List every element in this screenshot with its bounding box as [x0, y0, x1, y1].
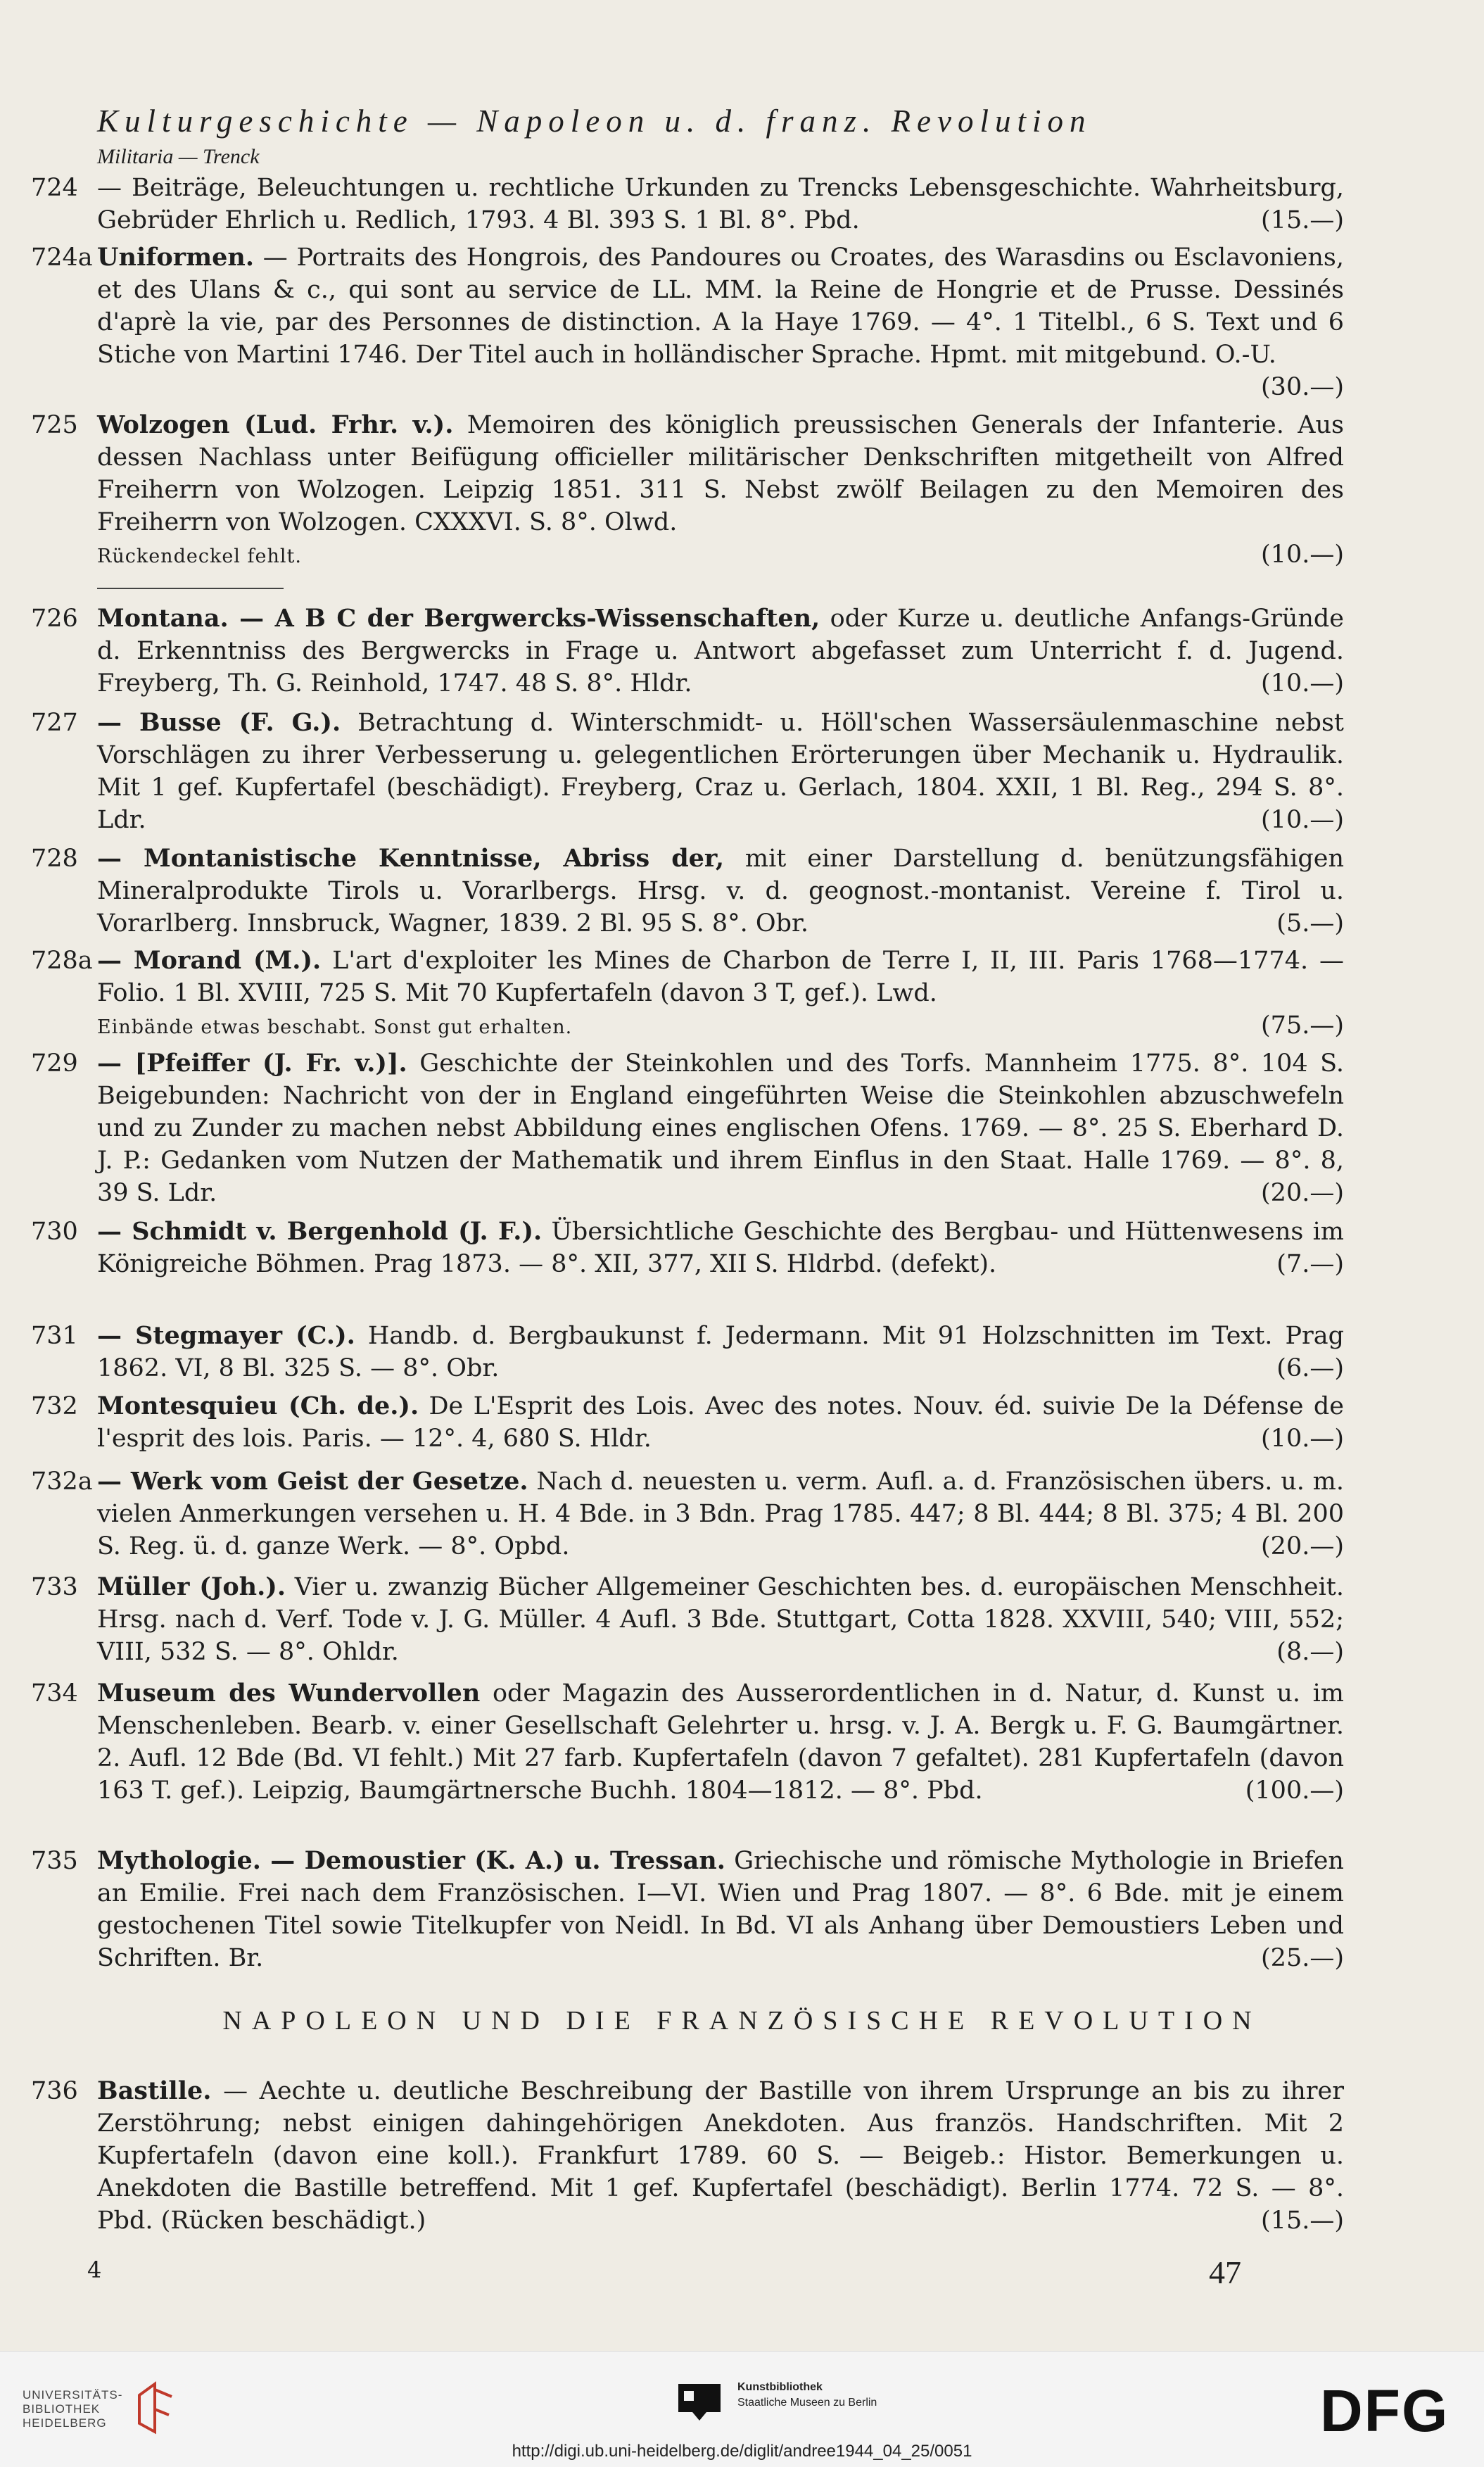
- entry-text: oder Magazin des Ausserordentlichen in d. Natur, d. Kunst u. im Menschenleben. Bearb. v. einer Gesellschaft Gelehrter u. hrsg. v. J. A. Bergk u. F. G. Baumgärtner. 2. Aufl. 12 Bde (Bd. VI fehlt.) Mit 27 farb. Kupfertafeln (davon 7 gefaltet). 281 Kupfertafeln (davon 163 T. gef.). Leipzig, Baumgärtnersche Buchh. 1804—1812. — 8°. Pbd.: [97, 1679, 1344, 1805]
- catalog-entry: [31, 1320, 1344, 1384]
- entry-number: 724a: [31, 244, 93, 272]
- catalog-entry: [31, 707, 1344, 836]
- entry-number: 726: [31, 605, 78, 633]
- catalog-entry: [31, 1571, 1344, 1668]
- source-url-link[interactable]: http://digi.ub.uni-heidelberg.de/diglit/andree1944_04_25/0051: [512, 2442, 972, 2461]
- entry-text: — Aechte u. deutliche Beschreibung der Bastille von ihrem Ursprunge an bis zu ihrer Zerstöhrung; nebst einigen dahingehörigen Anekdoten. Aus französ. Handschriften. Mit 2 Kupfertafeln (davon eine koll.). Frankfurt 1789. 60 S. — Beigeb.: Histor. Bemerkungen u. Anekdoten die Bastille betreffend. Mit 1 gef. Kupfertafel (beschädigt). Berlin 1774. 72 S. — 8°. Pbd. (Rücken beschädigt.): [97, 2077, 1344, 2235]
- catalog-entry: [31, 843, 1344, 940]
- catalog-entry: [31, 241, 1344, 403]
- entry-heading: — Werk vom Geist der Gesetze.: [97, 1467, 528, 1496]
- entry-heading: Müller (Joh.).: [97, 1572, 286, 1601]
- catalog-entry: [31, 2075, 1344, 2237]
- entry-price: (15.—): [1261, 206, 1344, 234]
- entry-text: Vier u. zwanzig Bücher Allgemeiner Geschichten bes. d. europäischen Menschheit. Hrsg. nach d. Verf. Tode v. J. G. Müller. 4 Aufl. 3 Bde. Stuttgart, Cotta 1828. XXVIII, 540; VIII, 552; VIII, 532 S. — 8°. Ohldr.: [97, 1573, 1344, 1666]
- entry-text: Geschichte der Steinkohlen und des Torfs. Mannheim 1775. 8°. 104 S. Beigebunden: Nachricht von der in England eingeführten Weise die Steinkohlen abzuschwefeln und zu Zunder zu machen nebst Abbildung eines englischen Ofens. 1769. — 8°. 25 S. Eberhard D. J. P.: Gedanken vom Nutzen der Mathematik und ihrem Einflus in den Staat. Halle 1769. — 8°. 8, 39 S. Ldr.: [97, 1049, 1344, 1207]
- running-header: Kulturgeschichte — Napoleon u. d. franz. Revolution: [97, 103, 1092, 139]
- entry-price: (8.—): [1276, 1638, 1344, 1666]
- entry-price: (10.—): [1261, 541, 1344, 569]
- catalog-entry: [31, 1677, 1344, 1807]
- entry-heading: — Morand (M.).: [97, 946, 322, 975]
- entry-number: 731: [31, 1322, 78, 1350]
- entry-number: 736: [31, 2077, 78, 2105]
- entry-text: Übersichtliche Geschichte des Bergbau- und Hüttenwesens im Königreiche Böhmen. Prag 1873. — 8°. XII, 377, XII S. Hldrbd. (defekt).: [97, 1218, 1344, 1278]
- entry-price: (25.—): [1261, 1944, 1344, 1972]
- entry-number: 728: [31, 845, 78, 873]
- entry-text: — Portraits des Hongrois, des Pandoures ou Croates, des Warasdins ou Esclavoniens, et des Ulans & c., qui sont au service de LL. MM. la Reine de Hongrie et de Prusse. Dessinés d'aprè la vie, par des Personnes de distinction. A la Haye 1769. — 4°. 1 Titelbl., 6 S. Text und 6 Stiche von Martini 1746. Der Titel auch in holländischer Sprache. Hpmt. mit mitgebund. O.-U.: [97, 244, 1344, 369]
- entry-text: mit einer Darstellung d. benützungsfähigen Mineralprodukte Tirols u. Vorarlbergs. Hrsg. v. d. geognost.-montanist. Vereine f. Tirol u. Vorarlberg. Innsbruck, Wagner, 1839. 2 Bl. 95 S. 8°. Obr.: [97, 845, 1345, 938]
- entry-text: oder Kurze u. deutliche Anfangs-Gründe d. Erkenntniss des Bergwercks in Frage u. Antwort abgefasset zum Unterricht f. d. Jugend. Freyberg, Th. G. Reinhold, 1747. 48 S. 8°. Hldr.: [97, 605, 1344, 698]
- entry-text: — Beiträge, Beleuchtungen u. rechtliche Urkunden zu Trencks Lebensgeschichte. Wahrheitsburg, Gebrüder Ehrlich u. Redlich, 1793. 4 Bl. 393 S. 1 Bl. 8°. Pbd.: [97, 174, 1344, 234]
- entry-number: 734: [31, 1679, 78, 1708]
- signature-mark: 4: [87, 2257, 102, 2283]
- entry-price: (10.—): [1261, 806, 1344, 834]
- catalog-entry: [31, 1047, 1344, 1209]
- catalog-entry: [31, 945, 1344, 1044]
- section-divider: [97, 588, 284, 589]
- entry-heading: — Busse (F. G.).: [97, 708, 341, 737]
- entry-number: 733: [31, 1573, 78, 1601]
- entry-number: 727: [31, 709, 78, 737]
- entry-price: (5.—): [1276, 909, 1344, 938]
- catalog-entry: [31, 1465, 1344, 1563]
- university-library-label[interactable]: UNIVERSITÄTS- BIBLIOTHEK HEIDELBERG: [23, 2388, 123, 2430]
- entry-price: (20.—): [1261, 1179, 1344, 1207]
- entry-number: 732a: [31, 1468, 93, 1496]
- catalog-entry: [31, 172, 1344, 236]
- entry-text: Betrachtung d. Winterschmidt- u. Höll'schen Wassersäulenmaschine nebst Vorschlägen zu ihrer Verbesserung u. gelegentlichen Erörterungen über Mechanik u. Hydraulik. Mit 1 gef. Kupfertafel (beschädigt). Freyberg, Craz u. Gerlach, 1804. XXII, 1 Bl. Reg., 294 S. 8°. Ldr.: [97, 709, 1344, 834]
- kunstbibliothek-label[interactable]: Kunstbibliothek Staatliche Museen zu Berlin: [737, 2381, 877, 2409]
- entry-heading: Montesquieu (Ch. de.).: [97, 1392, 419, 1420]
- entry-heading: Museum des Wundervollen: [97, 1679, 481, 1708]
- entry-note: Rückendeckel fehlt.: [97, 545, 302, 567]
- catalog-entry: [31, 602, 1344, 700]
- digitization-footer-bar: [0, 2351, 1484, 2467]
- catalog-entry: [31, 1845, 1344, 1974]
- entry-price: (15.—): [1261, 2207, 1344, 2235]
- kunstbibliothek-logo-icon[interactable]: [678, 2384, 721, 2421]
- entry-heading: Uniformen.: [97, 243, 255, 272]
- entry-heading: — [Pfeiffer (J. Fr. v.)].: [97, 1049, 407, 1078]
- entry-number: 728a: [31, 947, 93, 975]
- page-number: 47: [1209, 2254, 1241, 2290]
- entry-heading: — Stegmayer (C.).: [97, 1321, 355, 1350]
- entry-note: Einbände etwas beschabt. Sonst gut erhalten.: [97, 1016, 573, 1038]
- entry-heading: Mythologie. — Demoustier (K. A.) u. Tressan.: [97, 1846, 725, 1875]
- entry-heading: Bastille.: [97, 2076, 212, 2105]
- entry-number: 725: [31, 411, 78, 439]
- entry-text: Griechische und römische Mythologie in Briefen an Emilie. Frei nach dem Französischen. I—VI. Wien und Prag 1807. — 8°. 6 Bde. mit je einem gestochenen Titel sowie Titelkupfer von Neidl. In Bd. VI als Anhang über Demoustiers Leben und Schriften. Br.: [97, 1847, 1344, 1972]
- entry-price: (10.—): [1261, 1425, 1344, 1453]
- entry-number: 729: [31, 1049, 78, 1078]
- entry-price: (100.—): [1245, 1777, 1344, 1805]
- catalog-entry: [31, 409, 1344, 573]
- entry-heading: Wolzogen (Lud. Frhr. v.).: [97, 410, 454, 439]
- entry-price: (7.—): [1276, 1250, 1344, 1278]
- entry-number: 732: [31, 1392, 78, 1420]
- entry-heading: Montana. — A B C der Bergwercks-Wissenschaften,: [97, 604, 820, 633]
- university-logo-icon[interactable]: [134, 2381, 177, 2435]
- running-subheader: Militaria — Trenck: [97, 145, 260, 168]
- entry-price: (30.—): [1261, 373, 1344, 401]
- entry-text: Nach d. neuesten u. verm. Aufl. a. d. Französischen übers. u. m. vielen Anmerkungen versehen u. H. 4 Bde. in 3 Bdn. Prag 1785. 447; 8 Bl. 444; 8 Bl. 375; 4 Bl. 200 S. Reg. ü. d. ganze Werk. — 8°. Opbd.: [97, 1468, 1344, 1560]
- catalog-entry: [31, 1216, 1344, 1280]
- entry-heading: — Montanistische Kenntnisse, Abriss der,: [97, 844, 725, 873]
- entry-number: 724: [31, 174, 78, 202]
- entry-price: (10.—): [1261, 669, 1344, 698]
- entry-text: Memoiren des königlich preussischen Generals der Infanterie. Aus dessen Nachlass unter Beifügung officieller militärischer Denkschriften mitgetheilt von Alfred Freiherrn von Wolzogen. Leipzig 1851. 311 S. Nebst zwölf Beilagen zu den Memoiren des Freiherrn von Wolzogen. CXXXVI. S. 8°. Olwd.: [97, 411, 1344, 536]
- section-heading: NAPOLEON UND DIE FRANZÖSISCHE REVOLUTION: [222, 2006, 1262, 2036]
- entry-price: (6.—): [1276, 1354, 1344, 1382]
- entry-heading: — Schmidt v. Bergenhold (J. F.).: [97, 1217, 543, 1246]
- entry-number: 735: [31, 1847, 78, 1875]
- entry-number: 730: [31, 1218, 78, 1246]
- dfg-logo[interactable]: DFG: [1320, 2378, 1450, 2444]
- entry-price: (75.—): [1261, 1011, 1344, 1040]
- entry-text: L'art d'exploiter les Mines de Charbon de Terre I, II, III. Paris 1768—1774. — Folio. 1 Bl. XVIII, 725 S. Mit 70 Kupfertafeln (davon 3 T, gef.). Lwd.: [97, 947, 1344, 1007]
- entry-text: Handb. d. Bergbaukunst f. Jedermann. Mit 91 Holzschnitten im Text. Prag 1862. VI, 8 Bl. 325 S. — 8°. Obr.: [97, 1322, 1344, 1382]
- entry-text: De L'Esprit des Lois. Avec des notes. Nouv. éd. suivie De la Défense de l'esprit des lois. Paris. — 12°. 4, 680 S. Hldr.: [97, 1392, 1344, 1453]
- entry-price: (20.—): [1261, 1532, 1344, 1560]
- catalog-entry: [31, 1390, 1344, 1455]
